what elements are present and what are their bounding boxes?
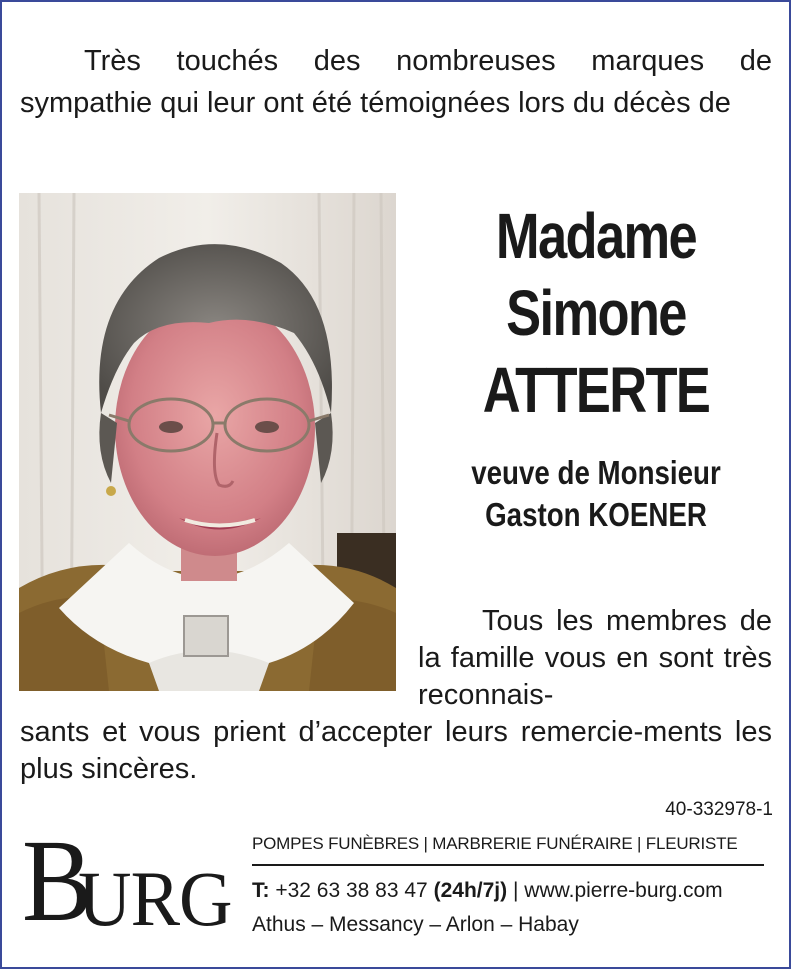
portrait-photo	[19, 193, 396, 691]
deceased-last-name: ATTERTE	[482, 354, 710, 426]
phone-label: T:	[252, 879, 270, 902]
phone-hours: (24h/7j)	[433, 879, 508, 902]
deceased-first-name: Simone	[506, 277, 686, 349]
towns-list: Athus – Messancy – Arlon – Habay	[252, 913, 579, 936]
website-link[interactable]: www.pierre-burg.com	[524, 879, 723, 902]
services-list: POMPES FUNÈBRES | MARBRERIE FUNÉRAIRE | FLEURISTE	[252, 834, 738, 853]
reference-number: 40-332978-1	[665, 799, 773, 820]
phone-number: +32 63 38 83 47	[275, 879, 428, 902]
thanks-paragraph-bottom: sants et vous prient d’accepter leurs remercie-ments les plus sincères.	[20, 716, 772, 785]
widow-line-1: veuve de Monsieur	[471, 454, 721, 491]
burg-logo	[22, 815, 232, 946]
deceased-name	[420, 198, 772, 429]
widow-of	[405, 452, 787, 536]
divider	[252, 864, 764, 866]
intro-paragraph	[20, 40, 772, 124]
thanks-paragraph-top	[418, 603, 772, 714]
deceased-title: Madame	[495, 200, 697, 272]
contact-separator: |	[512, 879, 519, 902]
thanks-text-1: Tous les membres de la famille vous en sont très reconnais-	[418, 605, 772, 711]
widow-line-2: Gaston KOENER	[485, 496, 707, 533]
logo-letters-urg: URG	[78, 855, 232, 942]
logo-letter-b: B	[22, 815, 93, 946]
contact-line	[252, 877, 772, 905]
intro-text: Très touchés des nombreuses marques de sympathie qui leur ont été témoignées lors du décès de	[20, 45, 772, 119]
